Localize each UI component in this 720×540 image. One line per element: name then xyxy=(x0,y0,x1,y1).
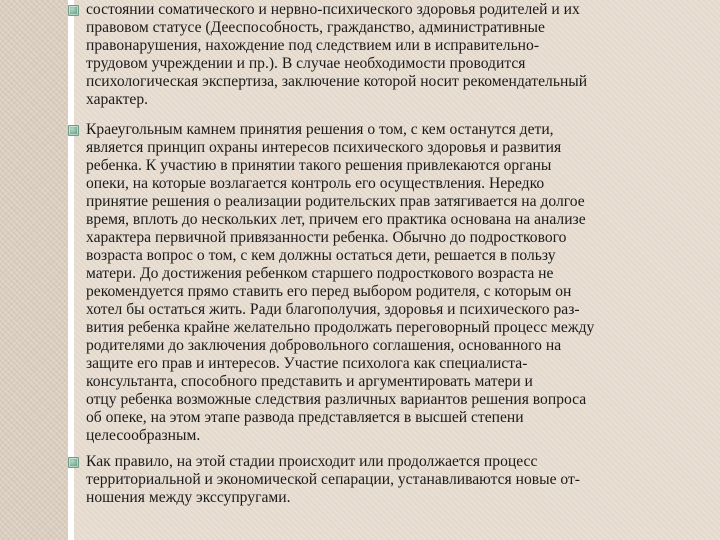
paragraph-2-line-7: характера первичной привязанности ребенка. Обычно до подросткового xyxy=(86,229,567,246)
paragraph-2-line-9: матери. До достижения ребенком старшего подросткового возраста не xyxy=(86,265,554,282)
paragraph-2-line-2: является принцип охраны интересов психического здоровья и развития xyxy=(86,139,562,156)
bullet-icon xyxy=(68,5,79,16)
paragraph-2-line-3: ребенка. К участию в принятии такого решения привлекаются органы xyxy=(86,157,552,174)
paragraph-2-line-1: Краеугольным камнем принятия решения о том, с кем останутся дети, xyxy=(86,121,554,138)
paragraph-1-line-3: правонарушения, нахождение под следствием или в исправительно- xyxy=(86,37,540,54)
paragraph-2-line-12: вития ребенка крайне желательно продолжать переговорный процесс между xyxy=(86,319,595,336)
paragraph-2-line-18: целесообразным. xyxy=(86,427,201,444)
paragraph-2-line-13: родителями до заключения добровольного соглашения, основанного на xyxy=(86,337,562,354)
slide-content xyxy=(74,0,720,540)
paragraph-3-line-1: Как правило, на этой стадии происходит или продолжается процесс xyxy=(86,453,538,470)
paragraph-1-line-4: трудовом учреждении и пр.). В случае необходимости проводится xyxy=(86,55,526,72)
bullet-icon xyxy=(68,457,79,468)
paragraph-2-line-14: защите его прав и интересов. Участие психолога как специалиста- xyxy=(86,355,528,372)
paragraph-3-line-2: территориальной и экономической сепарации, устанавливаются новые от- xyxy=(86,471,580,488)
paragraph-1-line-1: состоянии соматического и нервно-психического здоровья родителей и их xyxy=(86,1,580,18)
paragraph-1-line-2: правовом статусе (Дееспособность, гражданство, административные xyxy=(86,19,545,36)
paragraph-2-line-8: возраста вопрос о том, с кем должны остаться дети, решается в пользу xyxy=(86,247,556,264)
paragraph-2-line-4: опеки, на которые возлагается контроль его осуществления. Нередко xyxy=(86,175,545,192)
paragraph-1-line-6: характер. xyxy=(86,91,149,108)
paragraph-2-line-16: отцу ребенка возможные следствия различных вариантов решения вопроса xyxy=(86,391,587,408)
paragraph-2-line-10: рекомендуется прямо ставить его перед выбором родителя, с которым он xyxy=(86,283,572,300)
paragraph-2-line-5: принятие решения о реализации родительских прав затягивается на долгое xyxy=(86,193,585,210)
bullet-icon xyxy=(68,125,79,136)
paragraph-2-line-6: время, вплоть до нескольких лет, причем его практика основана на анализе xyxy=(86,211,586,228)
paragraph-2-line-17: об опеке, на этом этапе развода представляется в высшей степени xyxy=(86,409,524,426)
paragraph-1-line-5: психологическая экспертиза, заключение которой носит рекомендательный xyxy=(86,73,588,90)
paragraph-2-line-15: консультанта, способного представить и аргументировать матери и xyxy=(86,373,533,390)
paragraph-2-line-11: хотел бы остаться жить. Ради благополучия, здоровья и психического раз- xyxy=(86,301,580,318)
paragraph-3-line-3: ношения между экссупругами. xyxy=(86,489,291,506)
left-decorative-strip xyxy=(0,0,68,540)
